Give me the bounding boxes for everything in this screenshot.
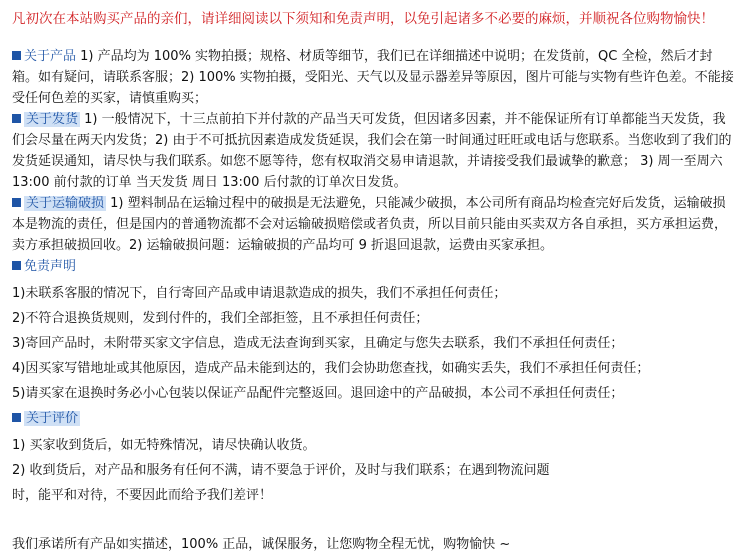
review-item: 2) 收到货后，对产品和服务有任何不满，请不要急于评价，及时与我们联系；在遇到物流问题	[12, 463, 550, 478]
section-review	[12, 408, 738, 506]
intro-notice: 凡初次在本站购买产品的亲们，请详细阅读以下须知和免责声明，以免引起诸多不必要的麻烦，并顺祝各位购物愉快！	[12, 11, 714, 27]
square-bullet-icon	[12, 114, 21, 123]
section-transport	[12, 193, 738, 256]
section-shipping	[12, 109, 738, 193]
product-text: 1) 产品均为 100% 实物拍摄；规格、材质等细节，我们已在详细描述中说明；在发货前，QC 全检，然后才封箱。如有疑问，请联系客服；2) 100% 实物拍摄，受阳光、天气以及显示器差异等原因，图片可能与实物有些许色差。不能接受任何色差的买家，请慎重购买；	[12, 49, 734, 106]
disclaimer-item: 4)因买家写错地址或其他原因，造成产品未能到达的，我们会协助您查找，如确实丢失，我们不承担任何责任；	[12, 361, 650, 376]
review-item: 1) 买家收到货后，如无特殊情况，请尽快确认收货。	[12, 438, 316, 453]
section-disclaimer	[12, 256, 738, 404]
disclaimer-item: 3)寄回产品时，未附带买家文字信息，造成无法查询到买家，且确定与您失去联系，我们不承担任何责任；	[12, 336, 624, 351]
shipping-text: 1) 一般情况下，十三点前拍下并付款的产品当天可发货，但因诸多因素，并不能保证所有订单都能当天发货，我们会尽量在两天内发货；2) 由于不可抵抗因素造成发货延误，我们会在第一时间通过旺旺或电话与您联系。当您收到了我们的发货延误通知，请尽快与我们联系。如您不愿等待，您有权取消交易申请退款，并请接受我们最诚挚的歉意； 3) 周一至周六 13:00 前付款的订单 当天发货 周日 13:00 后付款的订单次日发货。	[12, 112, 732, 190]
disclaimer-item: 2)不符合退换货规则，发到付件的，我们全部拒签，且不承担任何责任；	[12, 311, 429, 326]
closing-statement: 我们承诺所有产品如实描述，100% 正品，诚保服务，让您购物全程无忧，购物愉快 ~	[12, 537, 511, 552]
shipping-heading: 关于发货	[26, 112, 79, 127]
product-heading: 关于产品	[24, 49, 77, 64]
disclaimer-item: 1)未联系客服的情况下，自行寄回产品或申请退款造成的损失，我们不承担任何责任；	[12, 286, 507, 301]
square-bullet-icon	[12, 198, 21, 207]
square-bullet-icon	[12, 261, 21, 270]
disclaimer-heading: 免责声明	[24, 259, 77, 274]
disclaimer-item: 5)请买家在退换时务必小心包装以保证产品配件完整返回。退回途中的产品破损，本公司不承担任何责任；	[12, 386, 624, 401]
review-item: 时，能平和对待，不要因此而给予我们差评！	[12, 488, 273, 503]
review-heading: 关于评价	[26, 411, 79, 426]
square-bullet-icon	[12, 413, 21, 422]
section-product	[12, 46, 738, 109]
square-bullet-icon	[12, 51, 21, 60]
transport-text: 1) 塑料制品在运输过程中的破损是无法避免，只能减少破损，本公司所有商品均检查完好后发货，运输破损本是物流的责任，但是国内的普通物流都不会对运输破损赔偿或者负责，所以目前只能由买卖双方各自承担，买方承担运费，卖方承担破损回收。2) 运输破损问题：运输破损的产品均可 9 折退回退款，运费由买家承担。	[12, 196, 728, 253]
transport-heading: 关于运输破损	[26, 196, 105, 211]
